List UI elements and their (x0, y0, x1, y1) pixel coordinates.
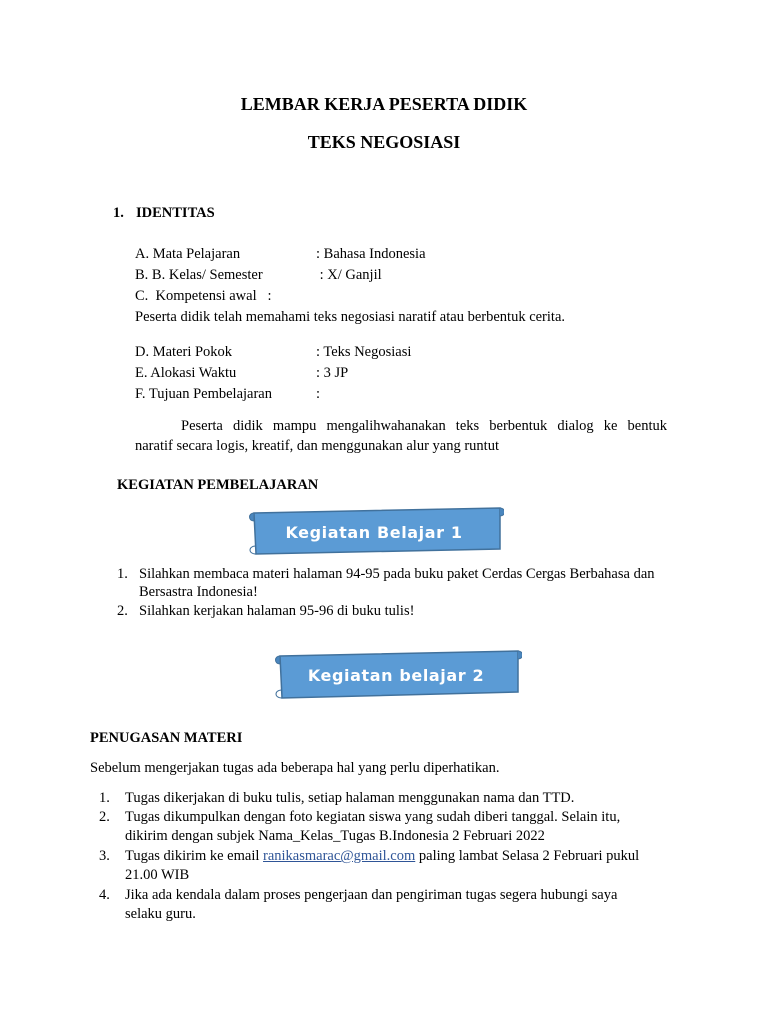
tujuan-pembelajaran-sep: : (316, 386, 321, 402)
kegiatan-item-1-line2: Bersastra Indonesia! (139, 584, 258, 600)
kelas-semester-label: B. B. Kelas/ Semester (135, 267, 263, 283)
penugasan-item-1-number: 1. (99, 790, 110, 806)
penugasan-heading: PENUGASAN MATERI (90, 730, 243, 746)
tujuan-pembelajaran-label: F. Tujuan Pembelajaran (135, 386, 272, 402)
kegiatan-heading: KEGIATAN PEMBELAJARAN (117, 477, 319, 493)
kegiatan-belajar-1-label: Kegiatan Belajar 1 (285, 522, 463, 542)
kompetensi-awal-text: Peserta didik telah memahami teks negosiasi naratif atau berbentuk cerita. (135, 309, 566, 325)
mata-pelajaran-label: A. Mata Pelajaran (135, 246, 241, 262)
materi-pokok-label: D. Materi Pokok (135, 344, 233, 360)
penugasan-item-3-line2: 21.00 WIB (125, 867, 190, 883)
penugasan-item-4-number: 4. (99, 887, 110, 903)
penugasan-item-3-number: 3. (99, 848, 110, 864)
penugasan-item-2-line1: Tugas dikumpulkan dengan foto kegiatan siswa yang sudah diberi tanggal. Selain itu, (125, 809, 621, 825)
kompetensi-awal-label: C. Kompetensi awal : (135, 288, 272, 304)
alokasi-waktu-value: : 3 JP (316, 365, 349, 381)
email-link[interactable]: ranikasmarac@gmail.com (263, 848, 416, 864)
kegiatan-belajar-2-banner (270, 648, 522, 702)
kegiatan-item-2-line1: Silahkan kerjakan halaman 95-96 di buku tulis! (139, 603, 415, 619)
kegiatan-belajar-1-banner (244, 505, 504, 559)
penugasan-item-3-line1 (125, 848, 639, 865)
materi-pokok-value: : Teks Negosiasi (316, 344, 412, 360)
document-subtitle: TEKS NEGOSIASI (307, 132, 461, 152)
tujuan-paragraph-line1: Peserta didik mampu mengalihwahanakan teks berbentuk dialog ke bentuk (181, 418, 667, 434)
penugasan-item-4-line2: selaku guru. (125, 906, 196, 922)
alokasi-waktu-label: E. Alokasi Waktu (135, 365, 237, 381)
tujuan-paragraph-line2: naratif secara logis, kreatif, dan menggunakan alur yang runtut (135, 438, 499, 454)
penugasan-item-2-number: 2. (99, 809, 110, 825)
kegiatan-item-1-number: 1. (117, 566, 128, 582)
penugasan-item-2-line2: dikirim dengan subjek Nama_Kelas_Tugas B.Indonesia 2 Februari 2022 (125, 828, 545, 844)
identitas-heading: IDENTITAS (136, 205, 215, 221)
kegiatan-item-1-line1: Silahkan membaca materi halaman 94-95 pada buku paket Cerdas Cergas Berbahasa dan (139, 566, 655, 582)
kelas-semester-value: : X/ Ganjil (316, 267, 382, 283)
penugasan-item-3-prefix: Tugas dikirim ke email (125, 848, 264, 864)
kegiatan-belajar-2-label: Kegiatan belajar 2 (307, 665, 485, 685)
identitas-number: 1. (113, 205, 124, 221)
kegiatan-item-2-number: 2. (117, 603, 128, 619)
penugasan-intro: Sebelum mengerjakan tugas ada beberapa hal yang perlu diperhatikan. (90, 760, 500, 776)
document-title: LEMBAR KERJA PESERTA DIDIK (240, 94, 528, 114)
penugasan-item-1-line1: Tugas dikerjakan di buku tulis, setiap halaman menggunakan nama dan TTD. (125, 790, 575, 806)
penugasan-item-3-suffix: paling lambat Selasa 2 Februari pukul (415, 848, 640, 864)
mata-pelajaran-value: : Bahasa Indonesia (316, 246, 426, 262)
penugasan-item-4-line1: Jika ada kendala dalam proses pengerjaan dan pengiriman tugas segera hubungi saya (125, 887, 618, 903)
